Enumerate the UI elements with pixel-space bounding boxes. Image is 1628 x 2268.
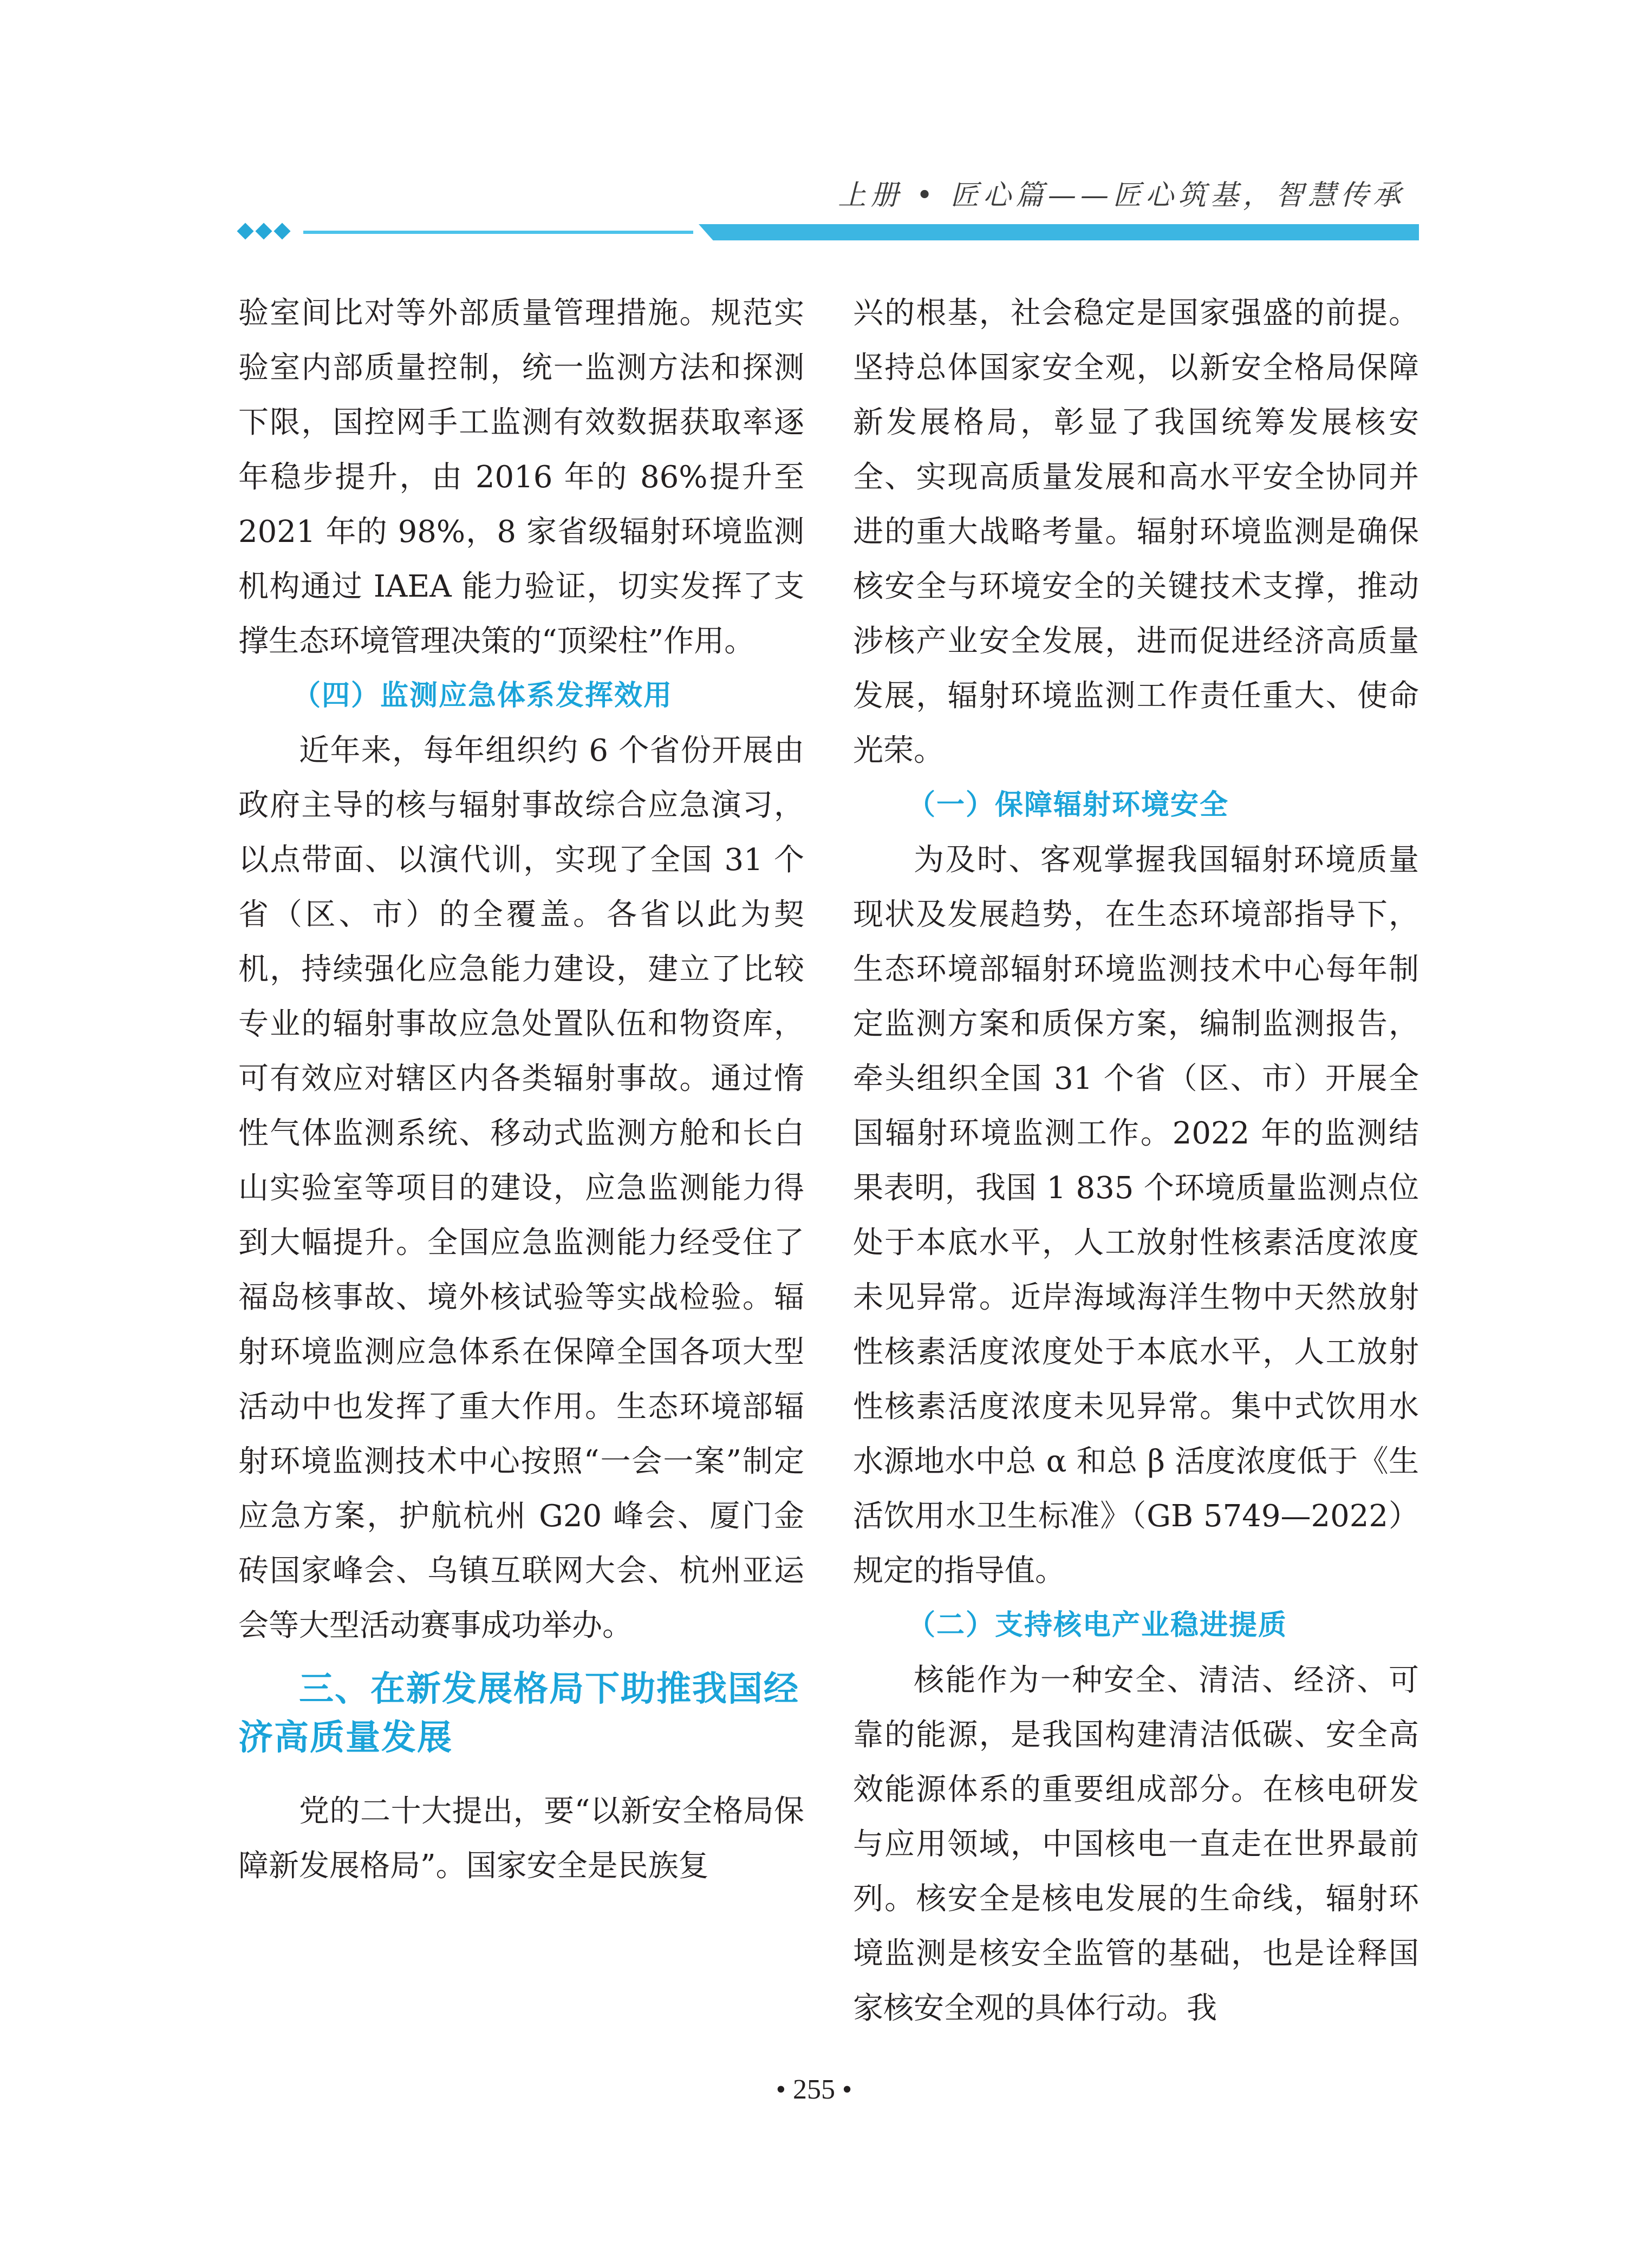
subheading-1: （一）保障辐射环境安全 [907, 789, 1229, 821]
left-column [238, 286, 804, 1893]
paragraph: 兴的根基，社会稳定是国家强盛的前提。坚持总体国家安全观，以新安全格局保障新发展格局，彰显了我国统筹发展核安全、实现高质量发展和高水平安全协同并进的重大战略考量。辐射环境监测是确保核安全与环境安全的关键技术支撑，推动涉核产业安全发展，进而促进经济高质量发展，辐射环境监测工作责任重大、使命光荣。 [853, 296, 1419, 768]
header-rule-band [699, 224, 1419, 240]
paragraph: 核能作为一种安全、清洁、经济、可靠的能源，是我国构建清洁低碳、安全高效能源体系的重要组成部分。在核电研发与应用领域，中国核电一直走在世界最前列。核安全是核电发展的生命线，辐射环境监测是核安全监管的基础，也是诠释国家核安全观的具体行动。我 [853, 1663, 1419, 2026]
header-rule-thin [303, 231, 693, 234]
header-diamond-ornament [239, 223, 288, 239]
section-heading-3: 三、在新发展格局下助推我国经济高质量发展 [238, 1669, 799, 1758]
right-column [853, 286, 1419, 2036]
paragraph: 为及时、客观掌握我国辐射环境质量现状及发展趋势，在生态环境部指导下，生态环境部辐射环境监测技术中心每年制定监测方案和质保方案，编制监测报告，牵头组织全国 31 个省（区、市）开展全国辐射环境监测工作。2022 年的监测结果表明，我国 1 835 个环境质量监测点位处于本底水平，人工放射性核素活度浓度未见异常。近岸海域海洋生物中天然放射性核素活度浓度处于本底水平，人工放射性核素活度浓度未见异常。集中式饮用水水源地水中总 α 和总 β 活度浓度低于《生活饮用水卫生标准》（GB 5749—2022）规定的指导值。 [853, 842, 1419, 1589]
page-number: • 255 • [776, 2074, 852, 2105]
running-header: 上册 • 匠心篇——匠心筑基，智慧传承 [838, 179, 1405, 212]
paragraph: 验室间比对等外部质量管理措施。规范实验室内部质量控制，统一监测方法和探测下限，国控网手工监测有效数据获取率逐年稳步提升，由 2016 年的 86%提升至 2021 年的 98%，8 家省级辐射环境监测机构通过 IAEA 能力验证，切实发挥了支撑生态环境管理决策的“顶梁柱”作用。 [238, 296, 804, 659]
subheading-4: （四）监测应急体系发挥效用 [292, 679, 673, 712]
paragraph: 党的二十大提出，要“以新安全格局保障新发展格局”。国家安全是民族复 [238, 1794, 804, 1884]
paragraph: 近年来，每年组织约 6 个省份开展由政府主导的核与辐射事故综合应急演习，以点带面、以演代训，实现了全国 31 个省（区、市）的全覆盖。各省以此为契机，持续强化应急能力建设，建立了比较专业的辐射事故应急处置队伍和物资库，可有效应对辖区内各类辐射事故。通过惰性气体监测系统、移动式监测方舱和长白山实验室等项目的建设，应急监测能力得到大幅提升。全国应急监测能力经受住了福岛核事故、境外核试验等实战检验。辐射环境监测应急体系在保障全国各项大型活动中也发挥了重大作用。生态环境部辐射环境监测技术中心按照“一会一案”制定应急方案，护航杭州 G20 峰会、厦门金砖国家峰会、乌镇互联网大会、杭州亚运会等大型活动赛事成功举办。 [238, 733, 804, 1643]
subheading-2: （二）支持核电产业稳进提质 [907, 1609, 1288, 1642]
